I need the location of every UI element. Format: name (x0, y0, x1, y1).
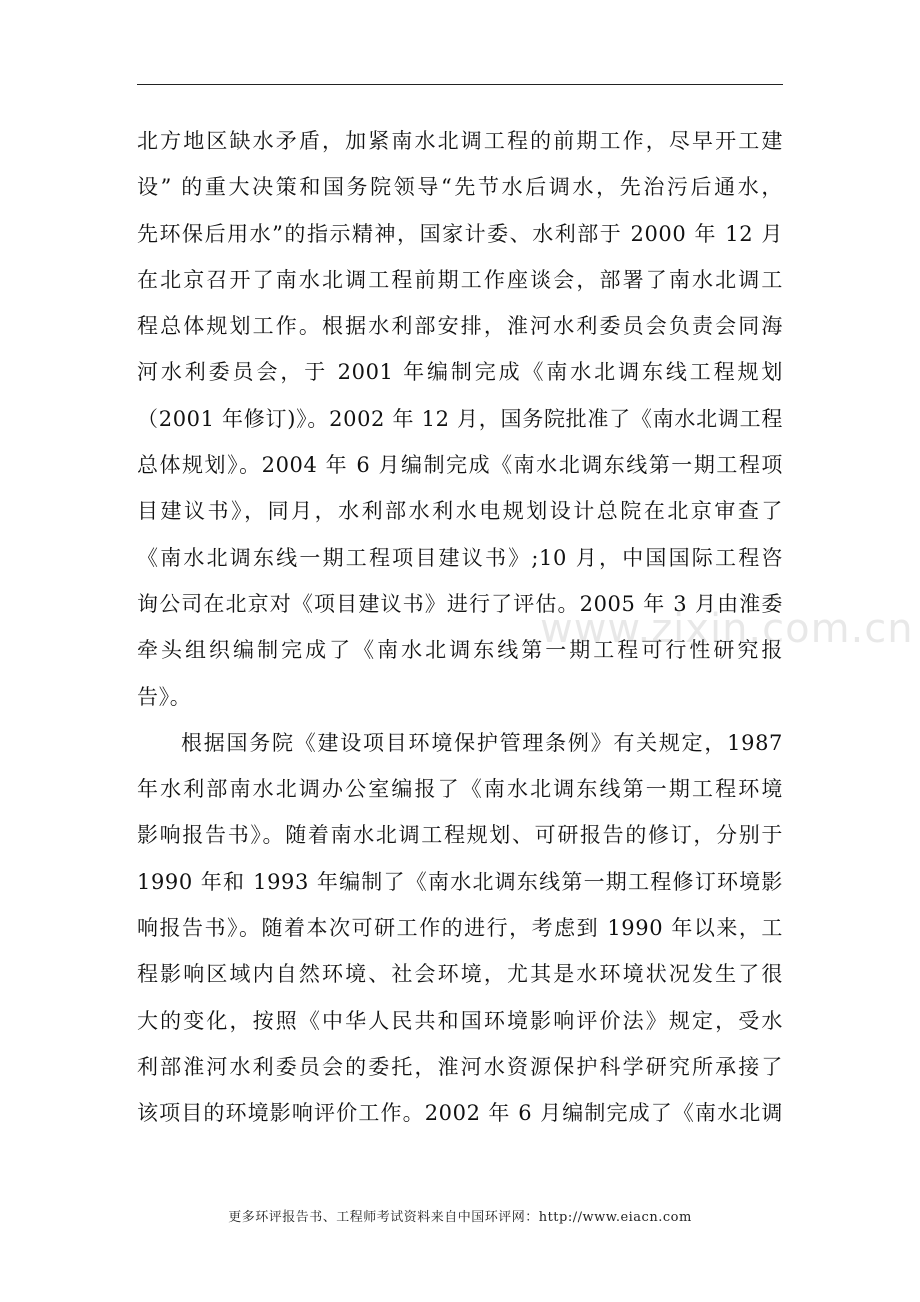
text-line: 影响报告书》。随着南水北调工程规划、可研报告的修订，分别于 (137, 823, 783, 848)
body-text (137, 118, 783, 1137)
text-line: 该项目的环境影响评价工作。2002 年 6 月编制完成了《南水北调 (137, 1101, 783, 1126)
text-line: 河水利委员会，于 2001 年编制完成《南水北调东线工程规划 (137, 360, 783, 385)
text-line: 询公司在北京对《项目建议书》进行了评估。2005 年 3 月由淮委 (137, 591, 783, 616)
text-line: 利部淮河水利委员会的委托，淮河水资源保护科学研究所承接了 (137, 1054, 783, 1079)
watermark: www.zixin.com.cn (540, 606, 914, 652)
text-line: 《南水北调东线一期工程项目建议书》;10 月，中国国际工程咨 (137, 545, 783, 570)
text-line: 北方地区缺水矛盾，加紧南水北调工程的前期工作，尽早开工建 (137, 129, 783, 153)
text-line: 根据国务院《建设项目环境保护管理条例》有关规定，1987 (181, 730, 783, 755)
text-line: 告》。 (137, 684, 192, 709)
text-line: 程总体规划工作。根据水利部安排，淮河水利委员会负责会同海 (137, 314, 783, 339)
text-line: 总体规划》。2004 年 6 月编制完成《南水北调东线第一期工程项 (137, 453, 783, 478)
text-line: （2001 年修订)》。2002 年 12 月，国务院批准了《南水北调工程 (137, 406, 783, 431)
text-line: 响报告书》。随着本次可研工作的进行，考虑到 1990 年以来，工 (137, 916, 783, 941)
header-rule (137, 84, 783, 85)
text-line: 1990 年和 1993 年编制了《南水北调东线第一期工程修订环境影 (137, 869, 783, 894)
text-line: 目建议书》，同月，水利部水利水电规划设计总院在北京审查了 (137, 499, 783, 524)
text-line: 大的变化，按照《中华人民共和国环境影响评价法》规定，受水 (137, 1008, 783, 1033)
text-line: 在北京召开了南水北调工程前期工作座谈会，部署了南水北调工 (137, 267, 783, 292)
text-line: 设” 的重大决策和国务院领导“先节水后调水，先治污后通水， (137, 175, 783, 200)
page-footer: 更多环评报告书、工程师考试资料来自中国环评网：http://www.eiacn.com (228, 1210, 692, 1225)
text-line: 年水利部南水北调办公室编报了《南水北调东线第一期工程环境 (137, 777, 783, 802)
text-line: 牵头组织编制完成了《南水北调东线第一期工程可行性研究报 (137, 638, 783, 663)
text-line: 程影响区域内自然环境、社会环境，尤其是水环境状况发生了很 (137, 962, 783, 987)
text-line: 先环保后用水”的指示精神，国家计委、水利部于 2000 年 12 月 (137, 221, 783, 246)
